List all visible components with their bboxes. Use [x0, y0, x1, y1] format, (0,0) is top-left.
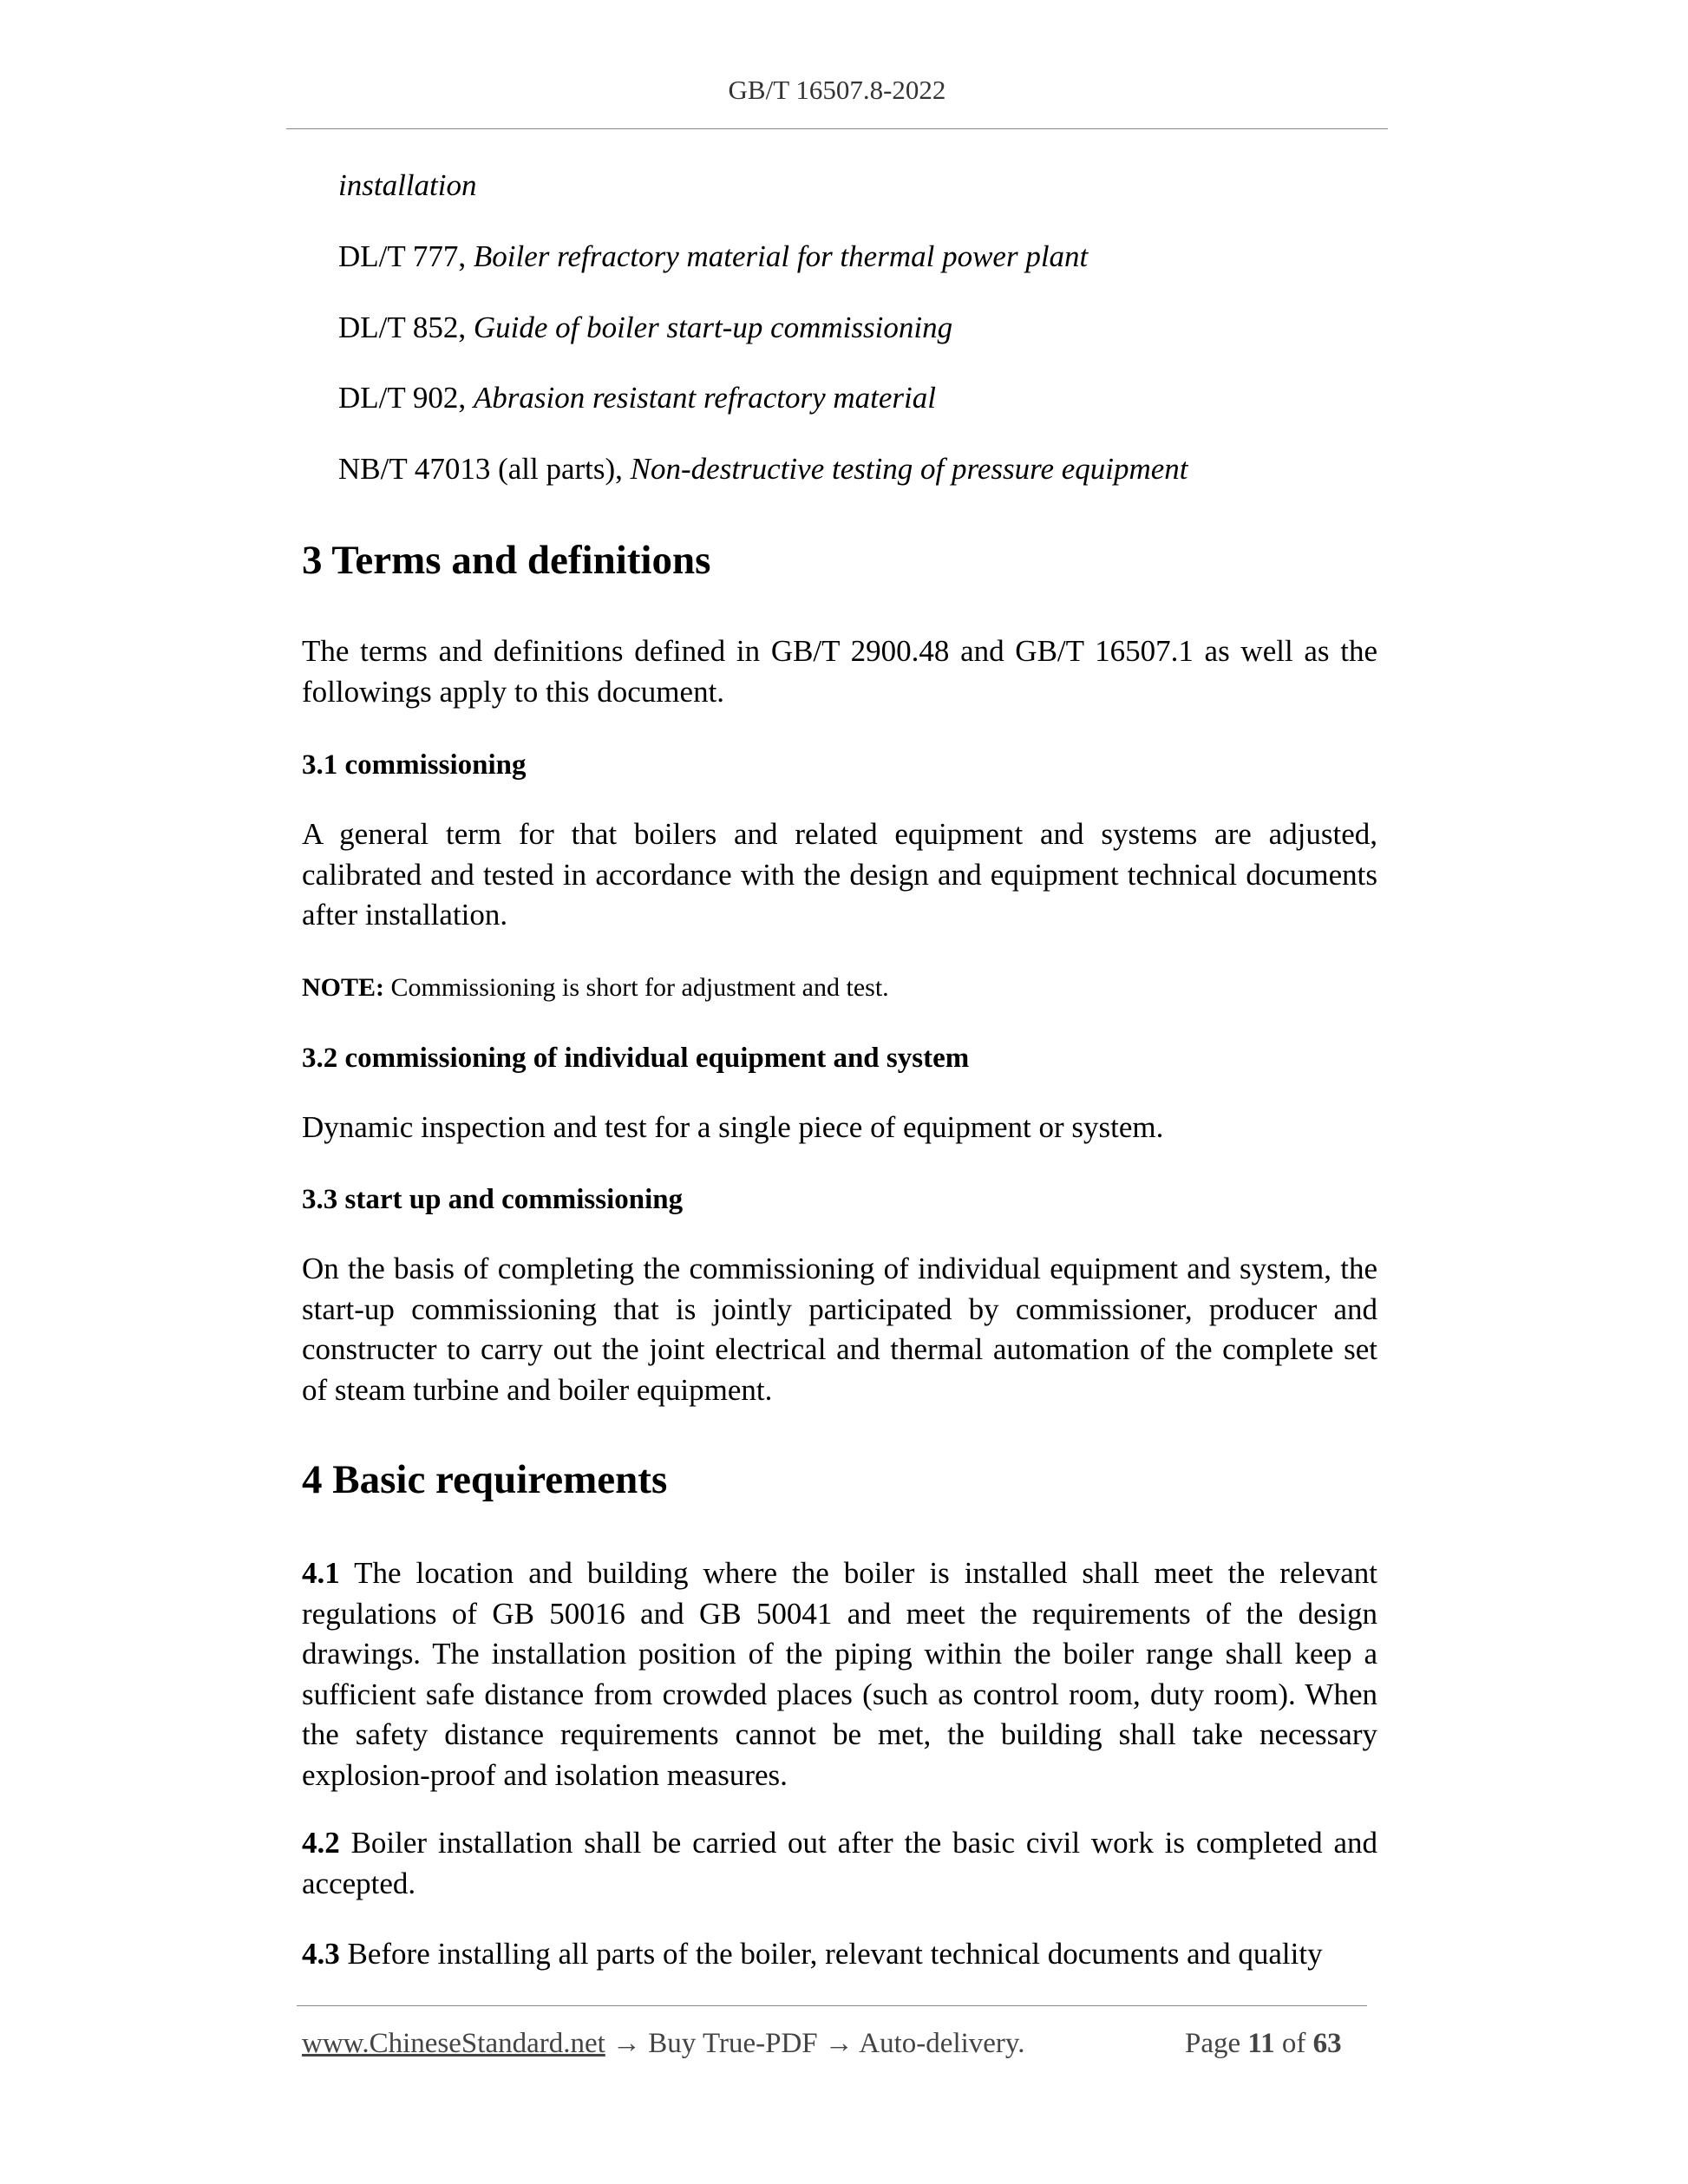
term-3-1-definition: A general term for that boilers and related equipment and systems are adjusted, calibrated and tested in accordance with the design and equipment technical documents after installation. — [302, 817, 1377, 932]
page-of: of — [1274, 2028, 1313, 2059]
reference-code: DL/T 852, — [338, 311, 474, 344]
footer-divider — [297, 2005, 1367, 2006]
footer-promo — [302, 2028, 1025, 2060]
page-label: Page — [1185, 2028, 1248, 2059]
term-3-3-definition: On the basis of completing the commissioning of individual equipment and system, the start-up commissioning that is jointly participated by commissioner, producer and constructer to carry out the joint electrical and thermal automation of the complete set of steam turbine and boiler equipment. — [302, 1252, 1377, 1407]
reference-item — [338, 170, 476, 200]
term-3-3-heading: 3.3 start up and commissioning — [302, 1184, 684, 1215]
clause-4-2 — [302, 1823, 1377, 1904]
header-divider — [286, 128, 1388, 129]
section-3-heading: 3 Terms and definitions — [302, 538, 711, 583]
section-3-intro: The terms and definitions defined in GB/T 2900.48 and GB/T 16507.1 as well as the followings apply to this document. — [302, 634, 1377, 709]
reference-item — [338, 312, 952, 343]
reference-code: NB/T 47013 (all parts), — [338, 452, 631, 486]
website-link[interactable]: www.ChineseStandard.net — [302, 2028, 605, 2059]
page-indicator — [1185, 2028, 1342, 2060]
term-3-2-heading: 3.2 commissioning of individual equipment and system — [302, 1043, 970, 1074]
document-id-header: GB/T 16507.8-2022 — [728, 75, 946, 105]
section-4-heading: 4 Basic requirements — [302, 1457, 668, 1502]
note-text: Commissioning is short for adjustment and test. — [384, 973, 889, 1002]
reference-title: Boiler refractory material for thermal power plant — [473, 239, 1089, 273]
reference-item — [338, 241, 1088, 271]
reference-title: Abrasion resistant refractory material — [473, 381, 936, 415]
reference-code: DL/T 777, — [338, 239, 474, 273]
clause-text: The location and building where the boiler is installed shall meet the relevant regulations of GB 50016 and GB 50041 and meet the requirements of the design drawings. The installation position of the piping within the boiler range shall keep a sufficient safe distance from crowded places (such as control room, duty room). When the safety distance requirements cannot be met, the building shall take necessary explosion-proof and isolation measures. — [302, 1556, 1377, 1792]
page-current: 11 — [1247, 2028, 1275, 2059]
reference-item — [338, 454, 1188, 484]
note-label: NOTE: — [302, 973, 385, 1002]
term-3-2-definition: Dynamic inspection and test for a single piece of equipment or system. — [302, 1110, 1164, 1144]
reference-title: installation — [338, 168, 477, 202]
page-total: 63 — [1312, 2028, 1342, 2059]
reference-title: Non-destructive testing of pressure equipment — [630, 452, 1188, 486]
clause-number: 4.2 — [302, 1826, 340, 1860]
clause-text: Before installing all parts of the boiler, relevant technical documents and quality — [339, 1937, 1323, 1971]
clause-number: 4.1 — [302, 1556, 340, 1590]
reference-title: Guide of boiler start-up commissioning — [473, 311, 953, 344]
term-3-1-heading: 3.1 commissioning — [302, 749, 527, 781]
term-3-1-note — [302, 975, 889, 1001]
clause-text: Boiler installation shall be carried out after the basic civil work is completed and accepted. — [302, 1826, 1377, 1900]
reference-code: DL/T 902, — [338, 381, 474, 415]
clause-4-1 — [302, 1553, 1377, 1795]
footer-promo-text: → Buy True-PDF → Auto-delivery. — [605, 2028, 1025, 2059]
reference-item — [338, 383, 936, 413]
clause-number: 4.3 — [302, 1937, 340, 1971]
clause-4-3 — [302, 1934, 1377, 1975]
